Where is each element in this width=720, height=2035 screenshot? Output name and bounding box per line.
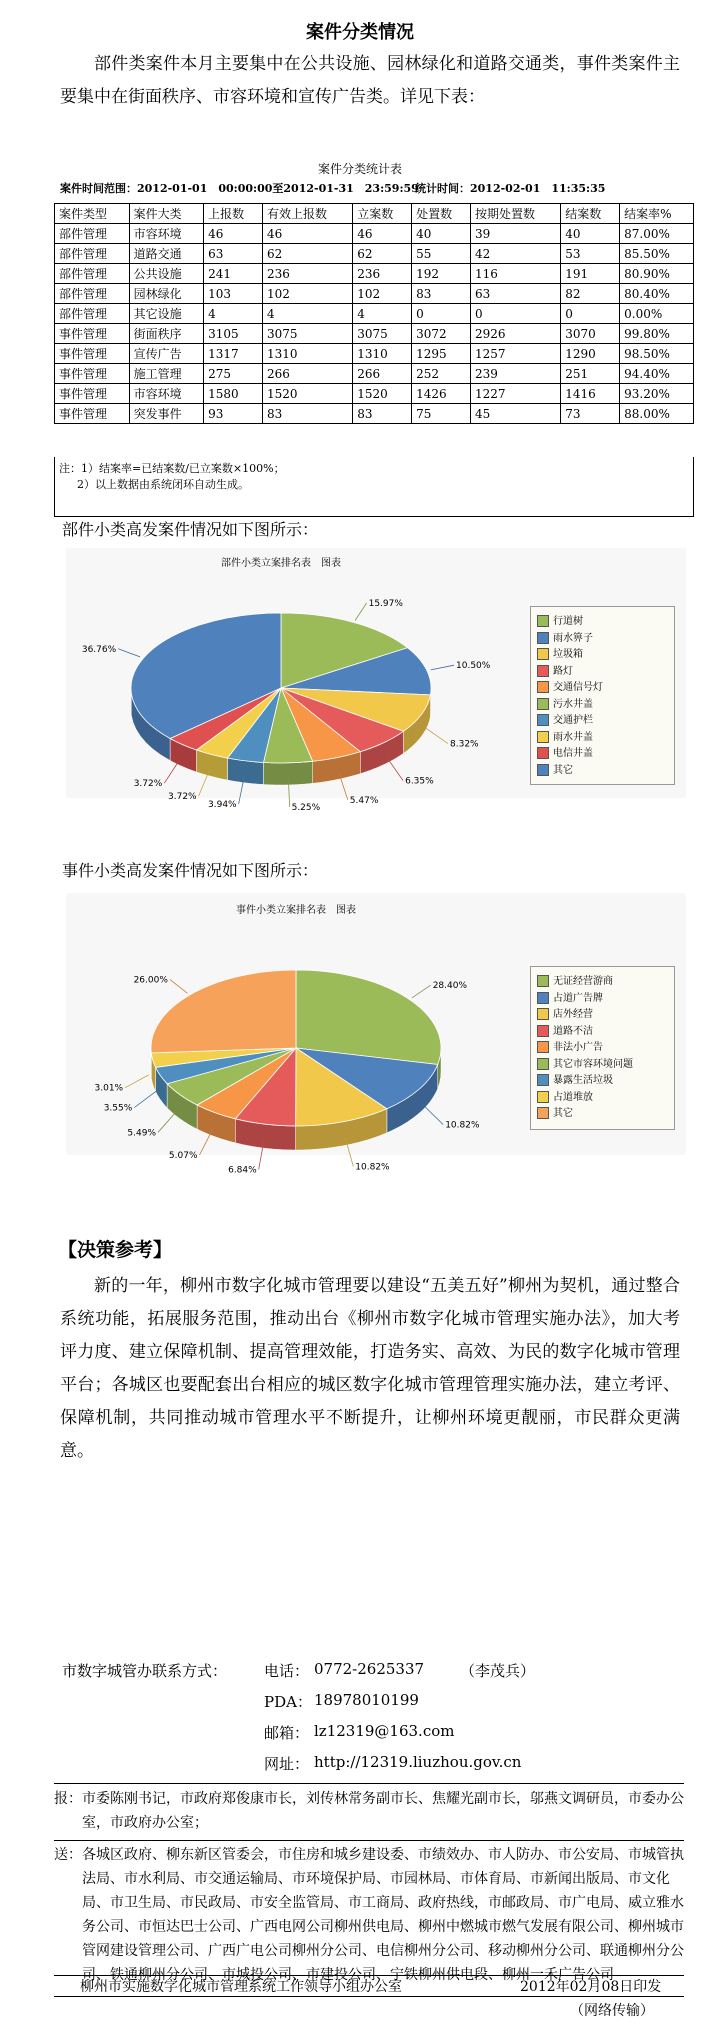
decision-heading: 【决策参考】 (58, 1239, 173, 1261)
send-label: 送： (54, 1847, 82, 1863)
legend-swatch (537, 665, 549, 677)
table-row (55, 384, 694, 404)
chart2-box (66, 893, 686, 1176)
table-cell: 236 (263, 264, 353, 284)
legend-swatch (537, 632, 549, 644)
phone-value: 0772-2625337 (314, 1660, 425, 1678)
slice-label: 8.32% (450, 739, 479, 750)
send-to (54, 1843, 684, 1983)
table-cell: 3075 (353, 324, 412, 344)
leader-line (412, 985, 431, 998)
chart1-legend (530, 606, 675, 785)
table-cell: 部件管理 (55, 284, 130, 304)
table-cell: 39 (471, 224, 561, 244)
column-header: 按期处置数 (471, 204, 561, 224)
table-cell: 0.00% (620, 304, 694, 324)
legend-swatch (537, 648, 549, 660)
table-cell: 3105 (204, 324, 263, 344)
legend-label: 暴露生活垃圾 (553, 1075, 613, 1086)
table-cell: 83 (412, 284, 471, 304)
column-header: 有效上报数 (263, 204, 353, 224)
table-cell: 63 (471, 284, 561, 304)
slice-label: 36.76% (81, 644, 117, 655)
legend-label: 店外经营 (553, 1009, 593, 1020)
table-body (55, 224, 694, 424)
table-cell: 突发事件 (129, 404, 204, 424)
table-cell: 266 (353, 364, 412, 384)
table-cell: 87.00% (620, 224, 694, 244)
slice-label: 5.47% (349, 795, 379, 806)
table-cell: 1227 (471, 384, 561, 404)
table-row (55, 264, 694, 284)
legend-item (537, 744, 593, 759)
slice-label: 6.35% (405, 776, 434, 787)
legend-label: 无证经营游商 (553, 976, 613, 987)
table-cell: 1520 (263, 384, 353, 404)
table-cell: 80.90% (620, 264, 694, 284)
table-cell: 0 (561, 304, 620, 324)
intro-paragraph: 部件类案件本月主要集中在公共设施、园林绿化和道路交通类，事件类案件主要集中在街面秩序、市容环境和宣传广告类。详见下表： (60, 54, 680, 107)
legend-label: 交通信号灯 (553, 682, 603, 693)
legend-label: 路灯 (553, 665, 573, 677)
table-cell: 4 (353, 304, 412, 324)
footer-office: 柳州市实施数字化城市管理系统工作领导小组办公室 (80, 1979, 402, 1995)
email-label: 邮箱： (264, 1724, 310, 1742)
leader-line (158, 1111, 177, 1133)
legend-swatch (537, 1041, 549, 1053)
table-cell: 1580 (204, 384, 263, 404)
slice-label: 3.94% (208, 800, 237, 811)
leader-line (134, 1091, 156, 1108)
table-cell: 103 (204, 284, 263, 304)
table-cell: 1310 (263, 344, 353, 364)
table-cell: 0 (412, 304, 471, 324)
table-cell: 1257 (471, 344, 561, 364)
contact-label: 市数字城管办联系方式： (62, 1662, 228, 1680)
legend-item (537, 1104, 573, 1119)
web-link[interactable]: http://12319.liuzhou.gov.cn (314, 1753, 522, 1771)
legend-item (537, 1038, 603, 1053)
legend-label: 道路不洁 (553, 1025, 593, 1037)
table-cell: 3070 (561, 324, 620, 344)
pie-slice (151, 970, 296, 1053)
table-cell: 236 (353, 264, 412, 284)
legend-swatch (537, 1074, 549, 1086)
column-header: 结案率% (620, 204, 694, 224)
legend-swatch (537, 615, 549, 627)
table-title: 案件分类统计表 (317, 162, 402, 176)
table-cell: 192 (412, 264, 471, 284)
table-row (55, 344, 694, 364)
table-cell: 40 (561, 224, 620, 244)
legend-item (537, 972, 613, 987)
slice-label: 26.00% (133, 975, 168, 986)
leader-line (387, 757, 403, 780)
table-cell: 55 (412, 244, 471, 264)
table-cell: 85.50% (620, 244, 694, 264)
report-to (54, 1787, 684, 1837)
table-cell: 93.20% (620, 384, 694, 404)
column-header: 结案数 (561, 204, 620, 224)
column-header: 案件大类 (129, 204, 204, 224)
table-cell: 1416 (561, 384, 620, 404)
table-cell: 事件管理 (55, 364, 130, 384)
table-cell: 75 (412, 404, 471, 424)
table-cell: 63 (204, 244, 263, 264)
pda-value: 18978010199 (314, 1691, 419, 1709)
table-cell: 82 (561, 284, 620, 304)
table-cell: 宣传广告 (129, 344, 204, 364)
legend-label: 垃圾箱 (553, 649, 583, 660)
table-cell: 事件管理 (55, 404, 130, 424)
legend-swatch (537, 1008, 549, 1020)
legend-item (537, 612, 583, 627)
table-cell: 191 (561, 264, 620, 284)
table-cell: 2926 (471, 324, 561, 344)
table-cell: 其它设施 (129, 304, 204, 324)
table-cell: 241 (204, 264, 263, 284)
table-cell: 46 (263, 224, 353, 244)
column-header: 处置数 (412, 204, 471, 224)
report-label: 报： (54, 1791, 82, 1807)
table-row (55, 324, 694, 344)
column-header: 立案数 (353, 204, 412, 224)
phone-label: 电话： (264, 1662, 310, 1680)
table-cell: 239 (471, 364, 561, 384)
slice-label: 10.82% (445, 1120, 480, 1131)
table-cell: 事件管理 (55, 384, 130, 404)
chart1-box (66, 548, 686, 813)
table-row (55, 284, 694, 304)
table-cell: 部件管理 (55, 244, 130, 264)
legend-item (537, 761, 573, 776)
table-cell: 116 (471, 264, 561, 284)
table-cell: 98.50% (620, 344, 694, 364)
leader-line (164, 759, 180, 783)
legend-swatch (537, 975, 549, 987)
table-cell: 3075 (263, 324, 353, 344)
email-link[interactable]: lz12319@163.com (314, 1722, 455, 1740)
table-cell: 1317 (204, 344, 263, 364)
table-cell: 施工管理 (129, 364, 204, 384)
legend-swatch (537, 1025, 549, 1037)
legend-item (537, 629, 593, 644)
divider (54, 1996, 684, 1997)
legend-item (537, 1005, 593, 1020)
footer-note: （网络传输） (570, 2003, 654, 2019)
table-cell: 1520 (353, 384, 412, 404)
legend-swatch (537, 764, 549, 776)
table-cell: 252 (412, 364, 471, 384)
table-cell: 1295 (412, 344, 471, 364)
table-cell: 4 (263, 304, 353, 324)
legend-label: 雨水箅子 (553, 632, 593, 644)
table-cell: 102 (353, 284, 412, 304)
table-cell: 公共设施 (129, 264, 204, 284)
divider (54, 1840, 684, 1841)
slice-label: 3.01% (94, 1083, 124, 1094)
table-cell: 部件管理 (55, 304, 130, 324)
table-cell: 事件管理 (55, 324, 130, 344)
legend-swatch (537, 714, 549, 726)
stats-table (54, 203, 694, 424)
legend-item (537, 1071, 613, 1086)
legend-swatch (537, 1091, 549, 1103)
legend-item (537, 989, 603, 1004)
legend-item (537, 645, 583, 660)
chart2-intro: 事件小类高发案件情况如下图所示： (62, 861, 319, 880)
time-range: 案件时间范围：2012-01-01 00:00:00至2012-01-31 23:59:59 (60, 182, 419, 195)
legend-label: 占道广告牌 (553, 992, 603, 1004)
chart2-legend (530, 966, 675, 1130)
legend-label: 雨水井盖 (553, 731, 593, 743)
table-cell: 266 (263, 364, 353, 384)
table-cell: 83 (263, 404, 353, 424)
table-row (55, 244, 694, 264)
legend-label: 其它市容环境问题 (553, 1058, 633, 1070)
column-header: 上报数 (204, 204, 263, 224)
leader-line (355, 603, 367, 621)
slice-label: 5.25% (291, 802, 321, 813)
pie-slice-side (264, 761, 313, 785)
table-cell: 99.80% (620, 324, 694, 344)
legend-swatch (537, 1107, 549, 1119)
slice-label: 10.50% (456, 661, 491, 672)
table-row (55, 404, 694, 424)
table-cell: 4 (204, 304, 263, 324)
report-text: 市委陈刚书记，市政府郑俊康市长，刘传林常务副市长、焦耀光副市长，邬燕文调研员，市委办公室，市政府办公室； (82, 1791, 684, 1831)
note-line: 2）以上数据由系统闭环自动生成。 (77, 478, 249, 491)
slice-label: 10.82% (355, 1162, 390, 1173)
leader-line (426, 728, 449, 744)
table-cell: 部件管理 (55, 224, 130, 244)
chart-title: 部件小类立案排名表 图表 (221, 558, 341, 569)
table-cell: 94.40% (620, 364, 694, 384)
slice-label: 15.97% (368, 599, 403, 609)
table-cell: 道路交通 (129, 244, 204, 264)
table-cell: 市容环境 (129, 224, 204, 244)
table-cell: 42 (471, 244, 561, 264)
legend-item (537, 711, 593, 726)
slice-label: 3.55% (103, 1103, 133, 1114)
table-cell: 88.00% (620, 404, 694, 424)
table-cell: 市容环境 (129, 384, 204, 404)
slice-label: 3.72% (133, 779, 163, 790)
legend-item (537, 1088, 593, 1103)
table-cell: 53 (561, 244, 620, 264)
table-cell: 73 (561, 404, 620, 424)
leader-line (423, 1105, 444, 1125)
legend-swatch (537, 747, 549, 759)
leader-line (118, 649, 140, 657)
legend-label: 其它 (553, 764, 573, 776)
web-label: 网址： (264, 1755, 310, 1773)
legend-item (537, 695, 593, 710)
legend-swatch (537, 681, 549, 693)
contact-person: （李茂兵） (460, 1662, 536, 1680)
leader-line (125, 1075, 149, 1088)
pda-label: PDA： (264, 1693, 312, 1711)
decision-paragraph: 新的一年，柳州市数字化城市管理要以建设“五美五好”柳州为契机，通过整合系统功能，拓展服务范围，推动出台《柳州市数字化城市管理实施办法》，加大考评力度、建立保障机制、提高管理效能，打造务实、高效、为民的数字化城市管理平台；各城区也要配套出台相应的城区数字化城市管理管理实施办法，建立考评、保障机制，共同推动城市管理水平不断提升，让柳州环境更靓丽，市民群众更满意。 (60, 1276, 680, 1461)
table-cell: 275 (204, 364, 263, 384)
legend-item (537, 678, 603, 693)
table-cell: 46 (353, 224, 412, 244)
table-cell: 街面秩序 (129, 324, 204, 344)
table-row (55, 304, 694, 324)
chart-title: 事件小类立案排名表 图表 (236, 905, 356, 916)
legend-item (537, 728, 593, 743)
table-cell: 80.40% (620, 284, 694, 304)
table-cell: 102 (263, 284, 353, 304)
send-text: 各城区政府、柳东新区管委会，市住房和城乡建设委、市绩效办、市人防办、市公安局、市城管执法局、市水利局、市交通运输局、市环境保护局、市园林局、市体育局、市新闻出版局、市文化局、市卫生局、市民政局、市安全监管局、市工商局、政府热线，市邮政局、市广电局、威立雅水务公司、市恒达巴士公司、广西电网公司柳州供电局、柳州中燃城市燃气发展有限公司、柳州城市管网建设管理公司、广西广电公司柳州分公司、电信柳州分公司、移动柳州分公司、联通柳州分公司、铁通柳州分公司、市城投公司、市建投公司、宁铁柳州供电段、柳州一禾广告公司 (82, 1847, 684, 1983)
slice-label: 6.84% (228, 1165, 257, 1176)
table-header-row (55, 204, 694, 224)
table-cell: 93 (204, 404, 263, 424)
table-notes (54, 457, 694, 517)
section-title: 案件分类情况 (306, 22, 414, 43)
footer-date: 2012年02月08日印发 (520, 1979, 662, 1995)
table-cell: 0 (471, 304, 561, 324)
legend-swatch (537, 698, 549, 710)
leader-line (170, 980, 188, 994)
table-cell: 园林绿化 (129, 284, 204, 304)
slice-label: 5.49% (127, 1128, 156, 1139)
legend-item (537, 1022, 593, 1037)
table-cell: 1290 (561, 344, 620, 364)
column-header: 案件类型 (55, 204, 130, 224)
table-cell: 46 (204, 224, 263, 244)
legend-item (537, 662, 573, 677)
leader-line (431, 665, 454, 670)
slice-label: 5.07% (168, 1151, 198, 1161)
table-cell: 1426 (412, 384, 471, 404)
divider (54, 1783, 684, 1784)
chart1-intro: 部件小类高发案件情况如下图所示： (62, 520, 319, 539)
table-cell: 40 (412, 224, 471, 244)
legend-label: 行道树 (553, 616, 583, 627)
legend-swatch (537, 992, 549, 1004)
table-cell: 1310 (353, 344, 412, 364)
legend-label: 污水井盖 (553, 698, 593, 710)
legend-label: 电信井盖 (553, 748, 593, 759)
table-cell: 62 (353, 244, 412, 264)
legend-label: 占道堆放 (553, 1091, 593, 1103)
legend-label: 非法小广告 (553, 1042, 603, 1053)
table-cell: 83 (353, 404, 412, 424)
table-row (55, 224, 694, 244)
table-cell: 部件管理 (55, 264, 130, 284)
legend-swatch (537, 731, 549, 743)
legend-label: 其它 (553, 1108, 573, 1119)
table-row (55, 364, 694, 384)
table-cell: 62 (263, 244, 353, 264)
legend-label: 交通护栏 (553, 715, 593, 726)
slice-label: 3.72% (168, 792, 197, 802)
table-cell: 3072 (412, 324, 471, 344)
legend-swatch (537, 1058, 549, 1070)
table-cell: 事件管理 (55, 344, 130, 364)
stat-time: 统计时间：2012-02-01 11:35:35 (415, 182, 606, 195)
table-cell: 251 (561, 364, 620, 384)
note-line: 注：1）结案率=已结案数/已立案数×100%； (59, 462, 285, 475)
table-cell: 45 (471, 404, 561, 424)
legend-item (537, 1055, 633, 1070)
slice-label: 28.40% (432, 981, 468, 992)
